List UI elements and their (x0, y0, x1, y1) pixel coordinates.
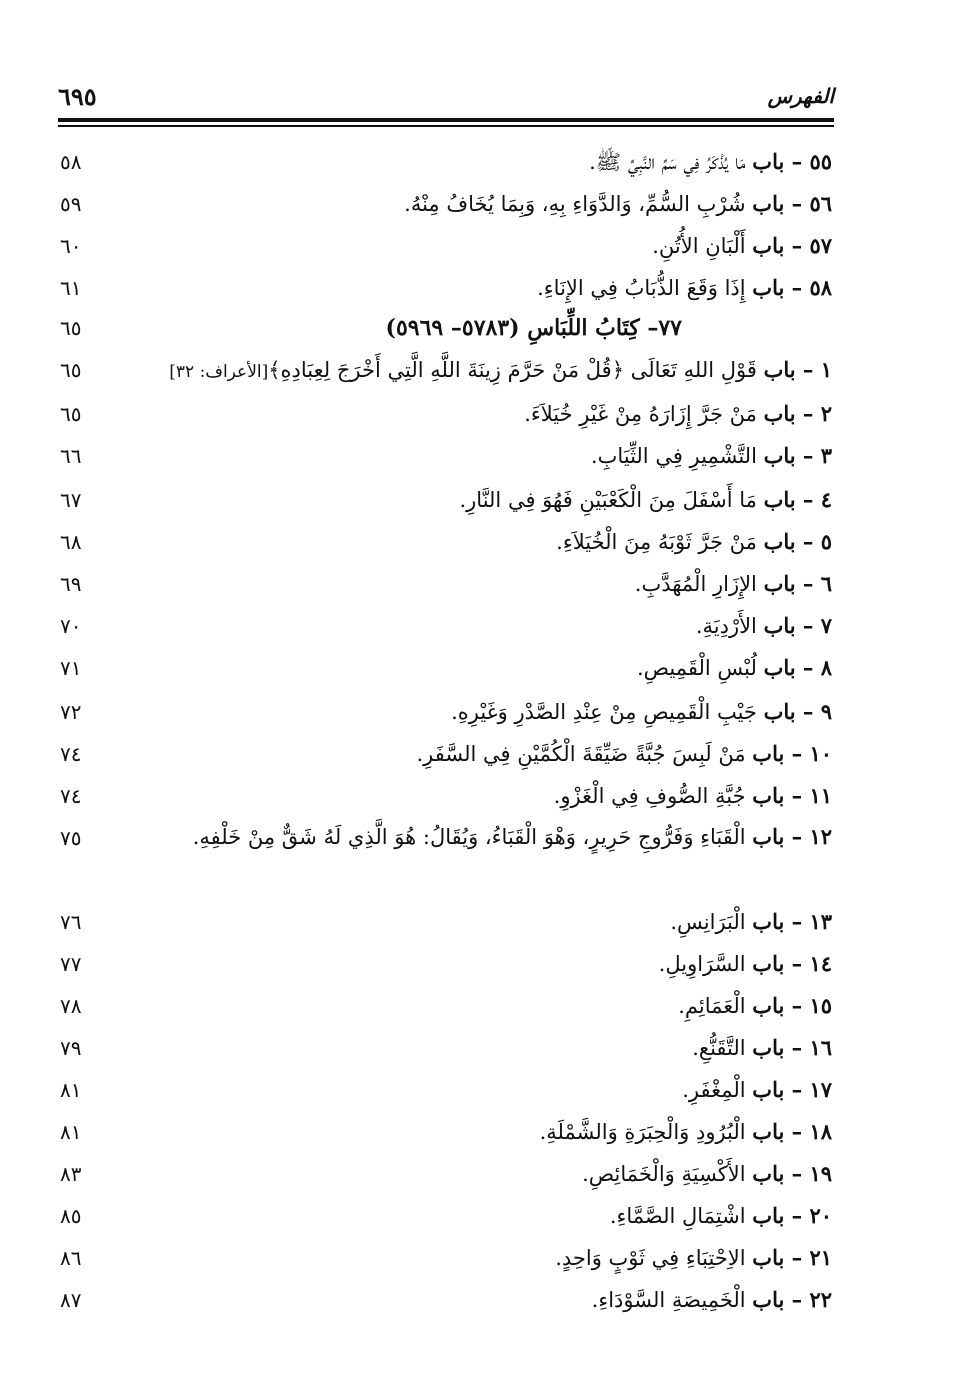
entry-page: ٦٧ (60, 488, 82, 512)
entry-title: الاِحْتِبَاءِ فِي ثَوْبٍ وَاحِدٍ. (555, 1246, 753, 1270)
toc-entry (60, 226, 832, 266)
toc-entry (60, 142, 832, 182)
entry-page: ٧٤ (60, 784, 82, 808)
entry-page: ٨٣ (60, 1162, 82, 1186)
entry-keyword: باب (763, 357, 796, 382)
book-heading-title: ٧٧– كِتَابُ اللِّبَاسِ (٥٧٨٣– ٥٩٦٩) (385, 315, 682, 341)
entry-title: الْبَرَانِسِ. (670, 910, 753, 934)
entry-number: ٢ – (795, 401, 832, 426)
toc-entry (60, 1070, 832, 1110)
toc-entry (60, 648, 832, 688)
entry-number: ٥ – (795, 529, 832, 554)
toc-entry (60, 184, 832, 224)
entry-keyword: باب (752, 1035, 785, 1060)
entry-keyword: باب (752, 275, 785, 300)
toc-entry (60, 522, 832, 562)
entry-title: مَا يُذْكَرُ فِي سَمِّ النَّبِيِّ ﷺ. (589, 150, 753, 174)
entry-number: ١٧ – (784, 1077, 832, 1102)
entry-title: قَوْلِ اللهِ تَعَالَى ﴿قُلْ مَنْ حَرَّمَ زِينَةَ اللَّهِ الَّتِي أَخْرَجَ لِعِبَادِهِ﴾ (268, 358, 764, 382)
entry-title: الإِزَارِ الْمُهَدَّبِ. (634, 572, 764, 596)
toc-entry (60, 606, 832, 646)
entry-title: الْمِغْفَرِ. (682, 1078, 753, 1102)
entry-keyword: باب (752, 1203, 785, 1228)
entry-page: ٧٠ (60, 614, 82, 638)
entry-keyword: باب (763, 613, 796, 638)
entry-keyword: باب (763, 655, 796, 680)
entry-keyword: باب (752, 1119, 785, 1144)
entry-keyword: باب (752, 741, 785, 766)
entry-keyword: باب (752, 1077, 785, 1102)
toc-entry (60, 394, 832, 434)
entry-title: مَا أَسْفَلَ مِنَ الْكَعْبَيْنِ فَهُوَ فِي النَّارِ. (459, 488, 764, 512)
entry-keyword: باب (752, 1161, 785, 1186)
entry-title: جُبَّةِ الصُّوفِ فِي الْغَزْوِ. (553, 784, 753, 808)
entry-number: ٥٥ – (784, 149, 832, 174)
entry-keyword: باب (752, 783, 785, 808)
entry-page: ٨٥ (60, 1204, 82, 1228)
entry-title: الْبُرُودِ وَالْحِبَرَةِ وَالشَّمْلَةِ. (539, 1120, 753, 1144)
entry-keyword: باب (752, 951, 785, 976)
entry-keyword: باب (763, 571, 796, 596)
entry-page: ٦٠ (60, 234, 82, 258)
entry-number: ٧ – (795, 613, 832, 638)
entry-page: ٦٥ (60, 402, 82, 426)
toc-entry (60, 1154, 832, 1194)
toc-entry (60, 1196, 832, 1236)
entry-title: جَيْبِ الْقَمِيصِ مِنْ عِنْدِ الصَّدْرِ وَغَيْرِهِ. (451, 700, 764, 724)
entry-keyword: باب (752, 993, 785, 1018)
entry-keyword: باب (752, 1245, 785, 1270)
entry-page: ٧٧ (60, 952, 82, 976)
entry-page: ٦٥ (60, 358, 82, 382)
entry-keyword: باب (752, 909, 785, 934)
toc-entry (60, 564, 832, 604)
entry-keyword: باب (752, 149, 785, 174)
toc-entry (60, 986, 832, 1026)
entry-page: ٨٦ (60, 1246, 82, 1270)
entry-keyword: باب (763, 443, 796, 468)
entry-number: ١٤ – (784, 951, 832, 976)
entry-number: ١٨ – (784, 1119, 832, 1144)
toc-entry (60, 1028, 832, 1068)
entry-title: الْعَمَائِمِ. (678, 994, 753, 1018)
entry-page: ٨١ (60, 1120, 82, 1144)
entry-title: اشْتِمَالِ الصَّمَّاءِ. (609, 1204, 753, 1228)
entry-title: إِذَا وَقَعَ الذُّبَابُ فِي الإِنَاءِ. (537, 276, 753, 300)
entry-title: السَّرَاوِيلِ. (658, 952, 753, 976)
entry-number: ٢٢ – (784, 1287, 832, 1312)
entry-page: ٧٨ (60, 994, 82, 1018)
entry-number: ٦ – (795, 571, 832, 596)
entry-number: ١٣ – (784, 909, 832, 934)
entry-number: ١٥ – (784, 993, 832, 1018)
entry-title: أَلْبَانِ الأُتُنِ. (652, 234, 753, 258)
entry-title: مَنْ لَبِسَ جُبَّةً ضَيِّقَةَ الْكُمَّيْنِ فِي السَّفَرِ. (416, 742, 753, 766)
page-number: ٦٩٥ (58, 82, 97, 111)
toc-entry (60, 776, 832, 816)
entry-page: ٦٦ (60, 444, 82, 468)
entry-number: ٢٠ – (784, 1203, 832, 1228)
entry-keyword: باب (752, 824, 785, 849)
entry-title: التَّقَنُّعِ. (692, 1036, 753, 1060)
entry-keyword: باب (752, 191, 785, 216)
entry-page: ٥٨ (60, 150, 82, 174)
entry-number: ٩ – (795, 699, 832, 724)
toc-entry (60, 268, 832, 308)
entry-number: ١٦ – (784, 1035, 832, 1060)
entry-title: الْخَمِيصَةِ السَّوْدَاءِ. (591, 1288, 753, 1312)
entry-number: ١ – (795, 357, 832, 382)
entry-page: ٦٨ (60, 530, 82, 554)
entry-number: ٨ – (795, 655, 832, 680)
toc-entry (60, 734, 832, 774)
entry-number: ١٠ – (784, 741, 832, 766)
entry-number: ١٢ – (784, 824, 832, 849)
entry-number: ١٩ – (784, 1161, 832, 1186)
entry-title: مَنْ جَرَّ إِزَارَهُ مِنْ غَيْرِ خُيَلاَءَ. (524, 402, 764, 426)
entry-page: ٨١ (60, 1078, 82, 1102)
toc-entry (60, 436, 832, 476)
entry-keyword: باب (752, 1287, 785, 1312)
entry-page: ٧٤ (60, 742, 82, 766)
entry-page: ٧٢ (60, 700, 82, 724)
entry-number: ٥٨ – (784, 275, 832, 300)
entry-title: الأَرْدِيَةِ. (695, 614, 764, 638)
toc-entry (60, 1238, 832, 1278)
toc-entry (60, 818, 832, 898)
entry-keyword: باب (763, 529, 796, 554)
entry-number: ٢١ – (784, 1245, 832, 1270)
toc-entry (60, 692, 832, 732)
entry-title: مَنْ جَرَّ ثَوْبَهُ مِنَ الْخُيَلاَءِ. (556, 530, 764, 554)
book-heading (60, 308, 832, 348)
entry-keyword: باب (763, 401, 796, 426)
toc-entry (60, 1280, 832, 1320)
entry-title: لُبْسِ الْقَمِيصِ. (636, 656, 764, 680)
entry-page: ٦٩ (60, 572, 82, 596)
toc-entry (60, 480, 832, 520)
quran-reference: [الأعراف: ٣٢] (169, 362, 269, 382)
entry-keyword: باب (763, 699, 796, 724)
entry-number: ٣ – (795, 443, 832, 468)
toc-entry (60, 1112, 832, 1152)
entry-page: ٦٥ (60, 316, 82, 340)
entry-title: الأَكْسِيَةِ وَالْخَمَائِصِ. (582, 1162, 753, 1186)
entry-number: ١١ – (784, 783, 832, 808)
entry-title: الْقَبَاءِ وَفَرُّوجِ حَرِيرٍ، وَهْوَ الْقَبَاءُ، وَيُقَالُ: هُوَ الَّذِي لَهُ شَقٌّ مِنْ خَلْفِهِ. (192, 825, 753, 849)
entry-page: ٧٥ (60, 826, 82, 850)
entry-page: ٧٩ (60, 1036, 82, 1060)
entry-number: ٥٦ – (784, 191, 832, 216)
entry-number: ٥٧ – (784, 233, 832, 258)
toc-entry (60, 944, 832, 984)
entry-title: شُرْبِ السُّمِّ، وَالدَّوَاءِ بِهِ، وَبِمَا يُخَافُ مِنْهُ. (404, 192, 753, 216)
section-title: الفهرس (767, 84, 834, 108)
toc-entry (60, 902, 832, 942)
entry-page: ٨٧ (60, 1288, 82, 1312)
toc-entry (60, 350, 832, 390)
entry-title: التَّشْمِيرِ فِي الثِّيَابِ. (590, 444, 764, 468)
entry-keyword: باب (763, 487, 796, 512)
entry-page: ٧٦ (60, 910, 82, 934)
entry-page: ٧١ (60, 656, 82, 680)
entry-page: ٦١ (60, 276, 82, 300)
entry-number: ٤ – (795, 487, 832, 512)
entry-keyword: باب (752, 233, 785, 258)
entry-page: ٥٩ (60, 192, 82, 216)
